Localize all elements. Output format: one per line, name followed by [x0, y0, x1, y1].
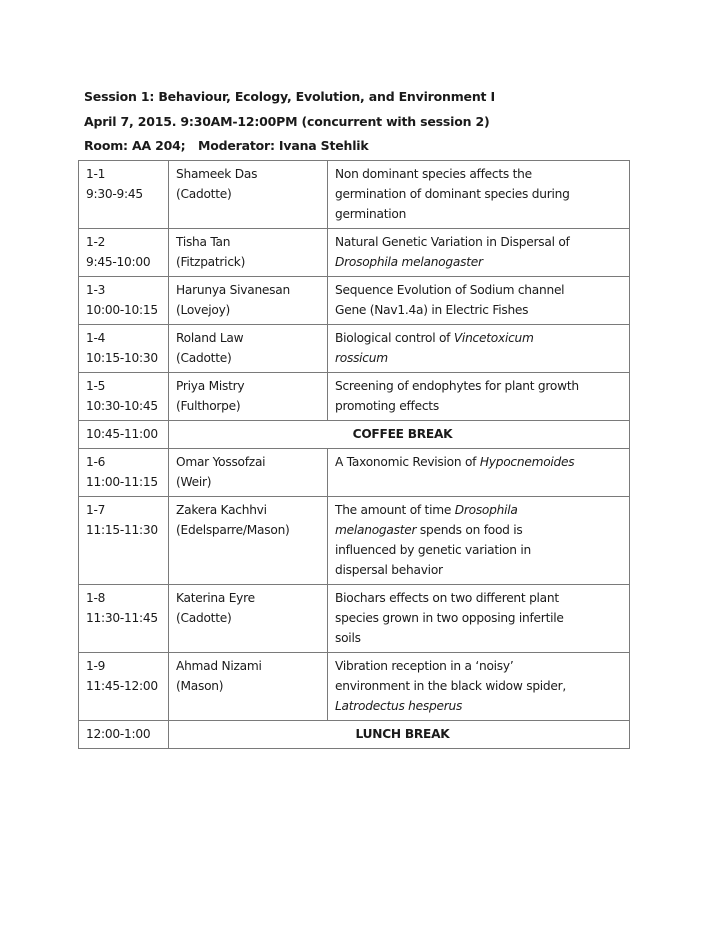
table-row [79, 161, 630, 229]
talk-title-cell [328, 325, 630, 373]
talk-title-line: influenced by genetic variation in [335, 543, 531, 557]
talk-title-cell [328, 229, 630, 277]
supervisor-name: (Cadotte) [176, 351, 232, 365]
slot-cell [79, 585, 169, 653]
supervisor-name: (Weir) [176, 475, 212, 489]
talk-title-line: Vibration reception in a ‘noisy’ [335, 659, 514, 673]
table-row [79, 497, 630, 585]
slot-cell [79, 277, 169, 325]
talk-title-cell [328, 585, 630, 653]
presenter-name: Zakera Kachhvi [176, 503, 267, 517]
talk-title-cell [328, 277, 630, 325]
moderator-label: Moderator: Ivana Stehlik [198, 138, 369, 153]
table-row [79, 449, 630, 497]
presenter-cell [169, 449, 328, 497]
supervisor-name: (Fulthorpe) [176, 399, 241, 413]
slot-time: 10:30-10:45 [86, 399, 158, 413]
talk-title-line: dispersal behavior [335, 563, 443, 577]
presenter-name: Katerina Eyre [176, 591, 255, 605]
supervisor-name: (Cadotte) [176, 611, 232, 625]
presenter-cell [169, 585, 328, 653]
slot-id: 1-9 [86, 659, 106, 673]
presenter-cell [169, 161, 328, 229]
supervisor-name: (Cadotte) [176, 187, 232, 201]
presenter-name: Tisha Tan [176, 235, 231, 249]
talk-title-text: A Taxonomic Revision of [335, 455, 480, 469]
slot-time: 9:30-9:45 [86, 187, 143, 201]
slot-cell [79, 325, 169, 373]
presenter-cell [169, 277, 328, 325]
table-row [79, 325, 630, 373]
talk-title-species: Latrodectus hesperus [335, 699, 463, 713]
supervisor-name: (Mason) [176, 679, 224, 693]
coffee-break-label: COFFEE BREAK [169, 421, 630, 449]
talk-title-line [335, 500, 629, 520]
slot-id: 1-5 [86, 379, 106, 393]
talk-title-line [335, 328, 629, 348]
talk-title-cell [328, 449, 630, 497]
lunch-break-time: 12:00-1:00 [79, 721, 169, 749]
presenter-cell [169, 373, 328, 421]
talk-title-species: rossicum [335, 351, 388, 365]
presenter-cell [169, 325, 328, 373]
schedule-table [78, 160, 630, 749]
presenter-name: Omar Yossofzai [176, 455, 266, 469]
presenter-name: Ahmad Nizami [176, 659, 262, 673]
talk-title-line: species grown in two opposing infertile [335, 611, 564, 625]
slot-time: 11:45-12:00 [86, 679, 158, 693]
talk-title-line: Non dominant species affects the [335, 167, 532, 181]
talk-title-line [335, 520, 629, 540]
slot-cell [79, 229, 169, 277]
slot-time: 10:15-10:30 [86, 351, 158, 365]
slot-cell [79, 497, 169, 585]
talk-title-text: The amount of time [335, 503, 455, 517]
talk-title-line: Screening of endophytes for plant growth [335, 379, 579, 393]
coffee-break-time: 10:45-11:00 [79, 421, 169, 449]
lunch-break-label: LUNCH BREAK [169, 721, 630, 749]
lunch-break-row [79, 721, 630, 749]
talk-title-line: soils [335, 631, 361, 645]
slot-id: 1-4 [86, 331, 106, 345]
slot-cell [79, 161, 169, 229]
talk-title-species: Hypocnemoides [479, 455, 575, 469]
presenter-cell [169, 229, 328, 277]
table-row [79, 229, 630, 277]
talk-title-line: Gene (Nav1.4a) in Electric Fishes [335, 303, 529, 317]
talk-title-species: melanogaster [335, 523, 417, 537]
talk-title-cell [328, 373, 630, 421]
talk-title-text: Biological control of [335, 331, 454, 345]
slot-id: 1-3 [86, 283, 106, 297]
talk-title-line: Sequence Evolution of Sodium channel [335, 283, 565, 297]
slot-time: 11:00-11:15 [86, 475, 158, 489]
talk-title-cell [328, 161, 630, 229]
presenter-name: Harunya Sivanesan [176, 283, 290, 297]
supervisor-name: (Fitzpatrick) [176, 255, 246, 269]
talk-title-line: Biochars effects on two different plant [335, 591, 559, 605]
table-row [79, 277, 630, 325]
talk-title-line: environment in the black widow spider, [335, 679, 567, 693]
talk-title-line: promoting effects [335, 399, 439, 413]
slot-cell [79, 653, 169, 721]
talk-title-text: spends on food is [416, 523, 523, 537]
talk-title-species: Drosophila melanogaster [335, 255, 483, 269]
talk-title-line: Natural Genetic Variation in Dispersal of [335, 235, 570, 249]
slot-id: 1-1 [86, 167, 106, 181]
presenter-name: Priya Mistry [176, 379, 245, 393]
session-date-time: April 7, 2015. 9:30AM-12:00PM (concurrent with session 2) [84, 114, 490, 129]
presenter-cell [169, 497, 328, 585]
slot-id: 1-7 [86, 503, 106, 517]
slot-id: 1-2 [86, 235, 106, 249]
slot-id: 1-6 [86, 455, 106, 469]
table-row [79, 373, 630, 421]
presenter-name: Shameek Das [176, 167, 258, 181]
slot-time: 11:30-11:45 [86, 611, 158, 625]
talk-title-line: germination of dominant species during [335, 187, 570, 201]
talk-title-species: Vincetoxicum [453, 331, 534, 345]
session-title: Session 1: Behaviour, Ecology, Evolution, and Environment I [84, 89, 495, 104]
slot-time: 10:00-10:15 [86, 303, 158, 317]
coffee-break-row [79, 421, 630, 449]
slot-cell [79, 373, 169, 421]
slot-cell [79, 449, 169, 497]
presenter-name: Roland Law [176, 331, 244, 345]
talk-title-species: Drosophila [454, 503, 518, 517]
table-row [79, 585, 630, 653]
room-label: Room: AA 204; [84, 138, 186, 153]
talk-title-cell [328, 653, 630, 721]
session-room-line [84, 138, 369, 153]
talk-title-line: germination [335, 207, 407, 221]
slot-id: 1-8 [86, 591, 106, 605]
talk-title-line [335, 452, 629, 472]
talk-title-cell [328, 497, 630, 585]
table-row [79, 653, 630, 721]
slot-time: 9:45-10:00 [86, 255, 151, 269]
supervisor-name: (Edelsparre/Mason) [176, 523, 290, 537]
slot-time: 11:15-11:30 [86, 523, 158, 537]
presenter-cell [169, 653, 328, 721]
supervisor-name: (Lovejoy) [176, 303, 231, 317]
